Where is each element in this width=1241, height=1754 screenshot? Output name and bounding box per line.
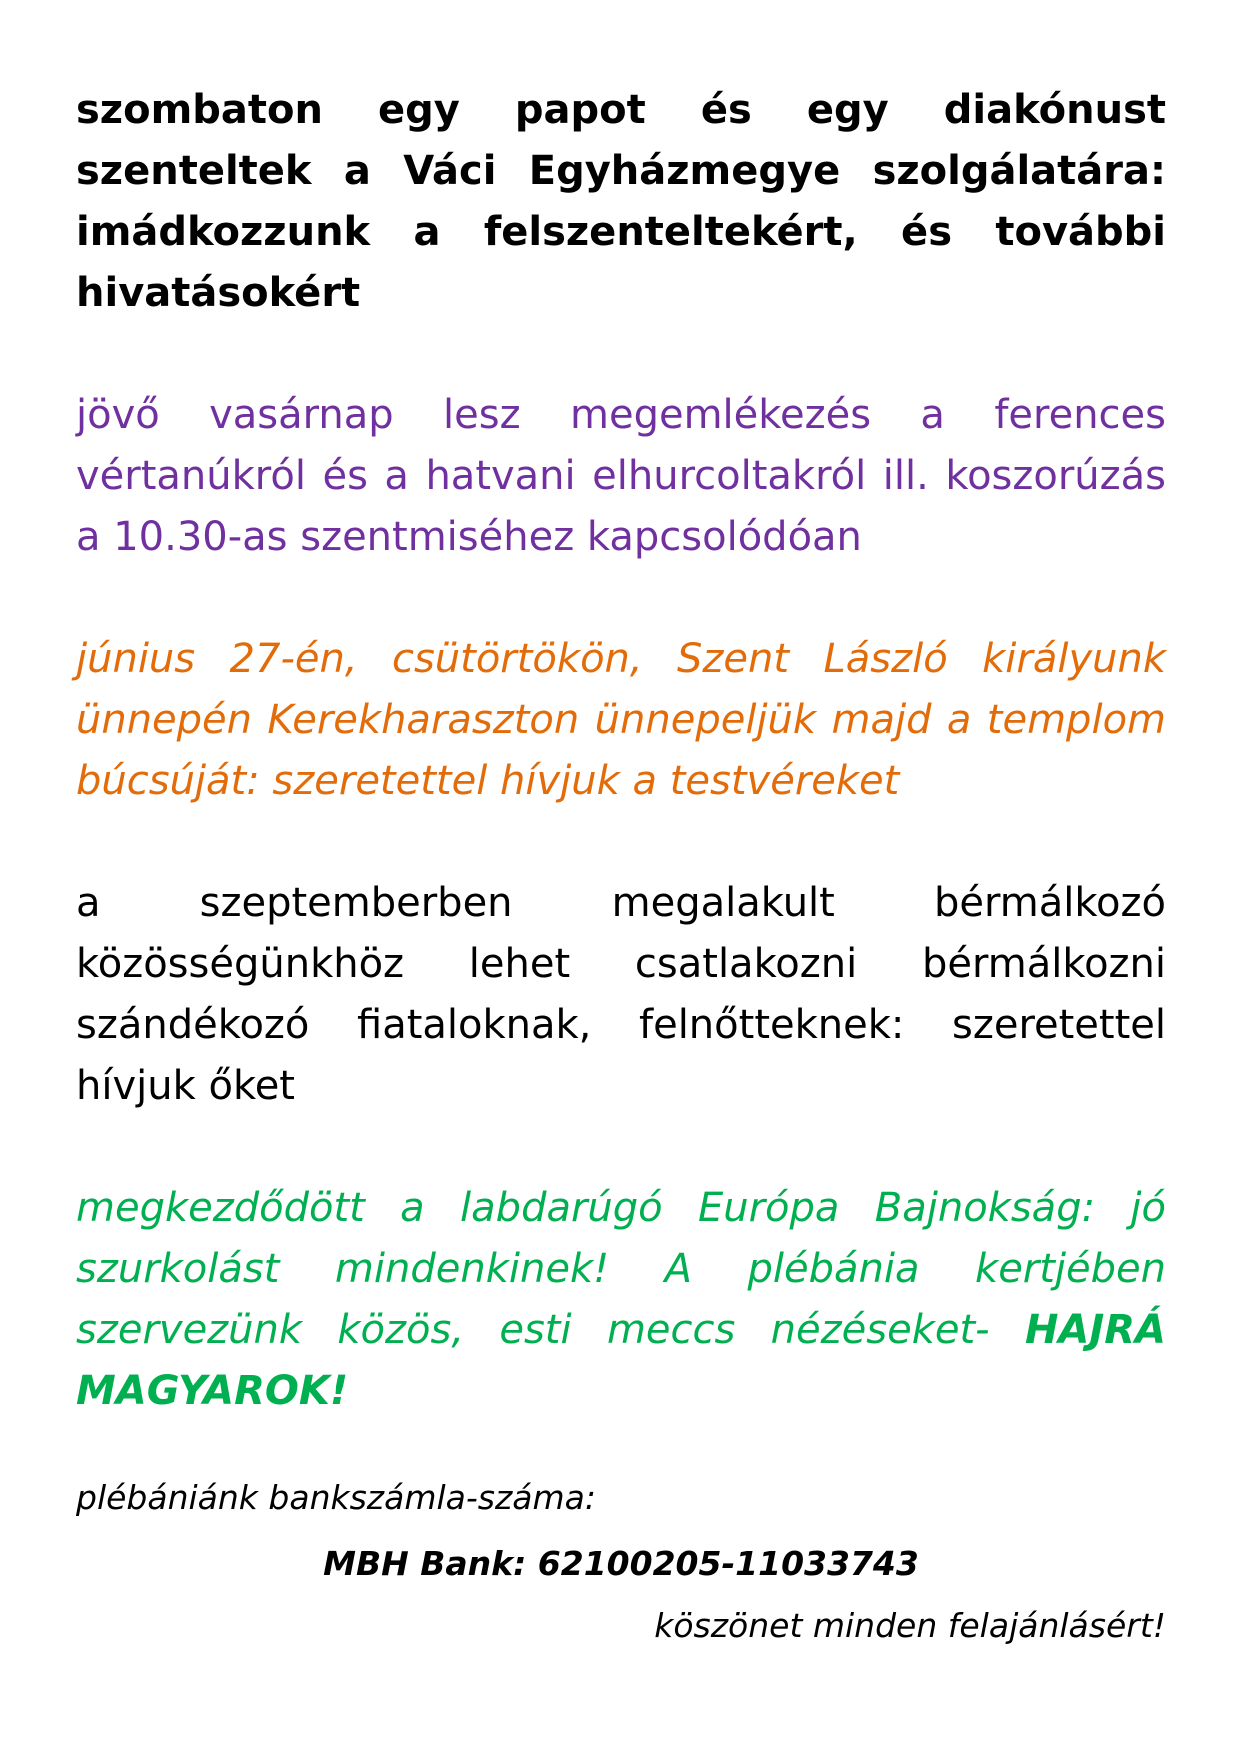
- ordination-announcement: szombaton egy papot és egy diakónust szenteltek a Váci Egyházmegye szolgálatára: imádkozzunk a felszenteltekért, és további hivatásokért: [76, 87, 1166, 316]
- bank-account-number: MBH Bank: 62100205-11033743: [323, 1544, 919, 1583]
- commemoration-announcement: jövő vasárnap lesz megemlékezés a ferences vértanúkról és a hatvani elhurcoltakról ill. koszorúzás a 10.30-as szentmiséhez kapcsolódóan: [76, 392, 1166, 560]
- football-announcement: [76, 1178, 1166, 1422]
- feast-announcement: június 27-én, csütörtökön, Szent László királyunk ünnepén Kerekharaszton ünnepeljük majd a templom búcsúját: szeretettel hívjuk a testvéreket: [76, 636, 1166, 804]
- football-text: megkezdődött a labdarúgó Európa Bajnokság: jó szurkolást mindenkinek! A plébánia kertjében szervezünk közös, esti meccs nézéseket-: [76, 1185, 1166, 1353]
- bank-account-label: plébániánk bankszámla-száma:: [76, 1478, 597, 1517]
- confirmation-announcement: a szeptemberben megalakult bérmálkozó közösségünkhöz lehet csatlakozni bérmálkozni szándékozó fiataloknak, felnőtteknek: szeretettel hívjuk őket: [76, 880, 1166, 1109]
- thanks-note: köszönet minden felajánlásért!: [654, 1606, 1166, 1645]
- bulletin-page: [76, 80, 1166, 1652]
- football-cheer: HAJRÁ MAGYAROK!: [76, 1307, 1167, 1414]
